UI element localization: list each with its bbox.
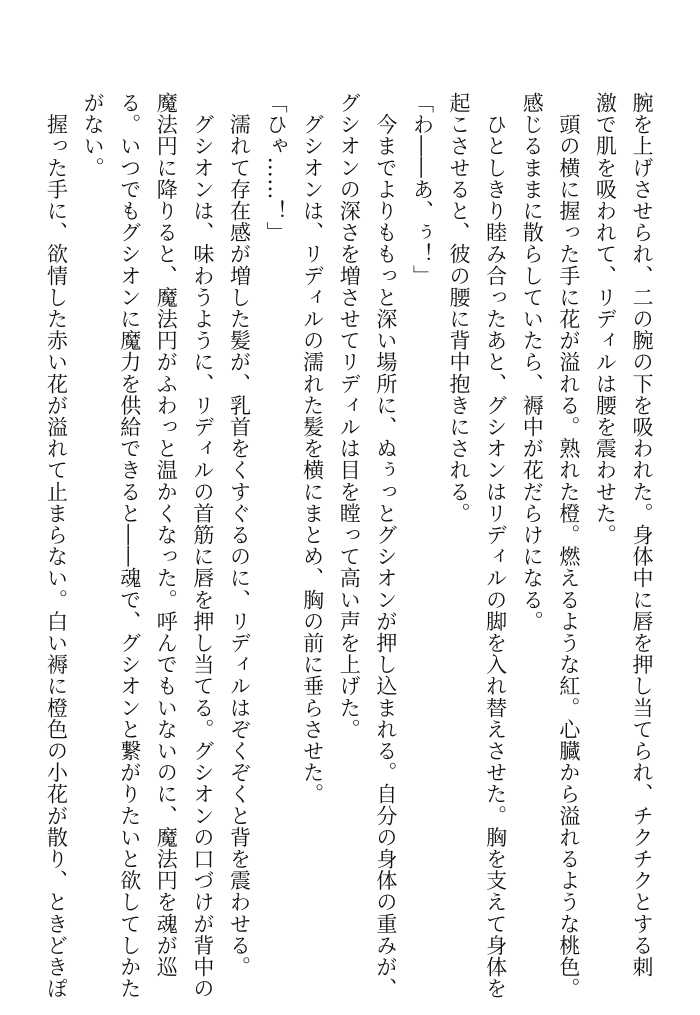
text-line: 頭の横に握った手に花が溢れる。熟れた橙。燃えるような紅。心臓から溢れるような桃色。 — [556, 92, 581, 1000]
text-line: 「わ――あ、ぅ！」 — [410, 92, 435, 287]
text-line: ひとしきり睦み合ったあと、グシオンはリディルの脚を入れ替えさせた。胸を支えて身体を — [483, 92, 508, 1000]
text-line: 握った手に、欲情した赤い花が溢れて止まらない。白い褥に橙色の小花が散り、ときどきぽ — [44, 92, 69, 1000]
text-line: グシオンは、リディルの濡れた髪を横にまとめ、胸の前に垂らさせた。 — [300, 92, 325, 805]
text-line: 起こさせると、彼の腰に背中抱きにされる。 — [447, 92, 472, 524]
vertical-text-body — [40, 92, 660, 1000]
text-line: グシオンは、味わうように、リディルの首筋に唇を押し当てる。グシオンの口づけが背中の — [190, 92, 215, 1000]
text-line: 激で肌を吸われて、リディルは腰を震わせた。 — [593, 92, 618, 546]
text-line: 魔法円に降りると、魔法円がふわっと温かくなった。呼んでもいないのに、魔法円を魂が巡 — [154, 92, 179, 978]
text-line: 感じるままに散らしていたら、褥中が花だらけになる。 — [520, 92, 545, 632]
text-line: 「ひゃ……！」 — [264, 92, 289, 244]
text-line: がない。 — [81, 92, 106, 179]
text-line: 腕を上げさせられ、二の腕の下を吸われた。身体中に唇を押し当てられ、チクチクとする刺 — [630, 92, 654, 978]
text-line: 今までよりももっと深い場所に、ぬぅっとグシオンが押し込まれる。自分の身体の重みが、 — [373, 92, 398, 1000]
text-line: グシオンの深さを増させてリディルは目を瞠って高い声を上げた。 — [337, 92, 362, 740]
text-line: 濡れて存在感が増した髪が、乳首をくすぐるのに、リディルはぞくぞくと背を震わせる。 — [227, 92, 252, 978]
text-line: る。いつでもグシオンに魔力を供給できると――魂で、グシオンと繋がりたいと欲してしかた — [117, 92, 142, 1000]
